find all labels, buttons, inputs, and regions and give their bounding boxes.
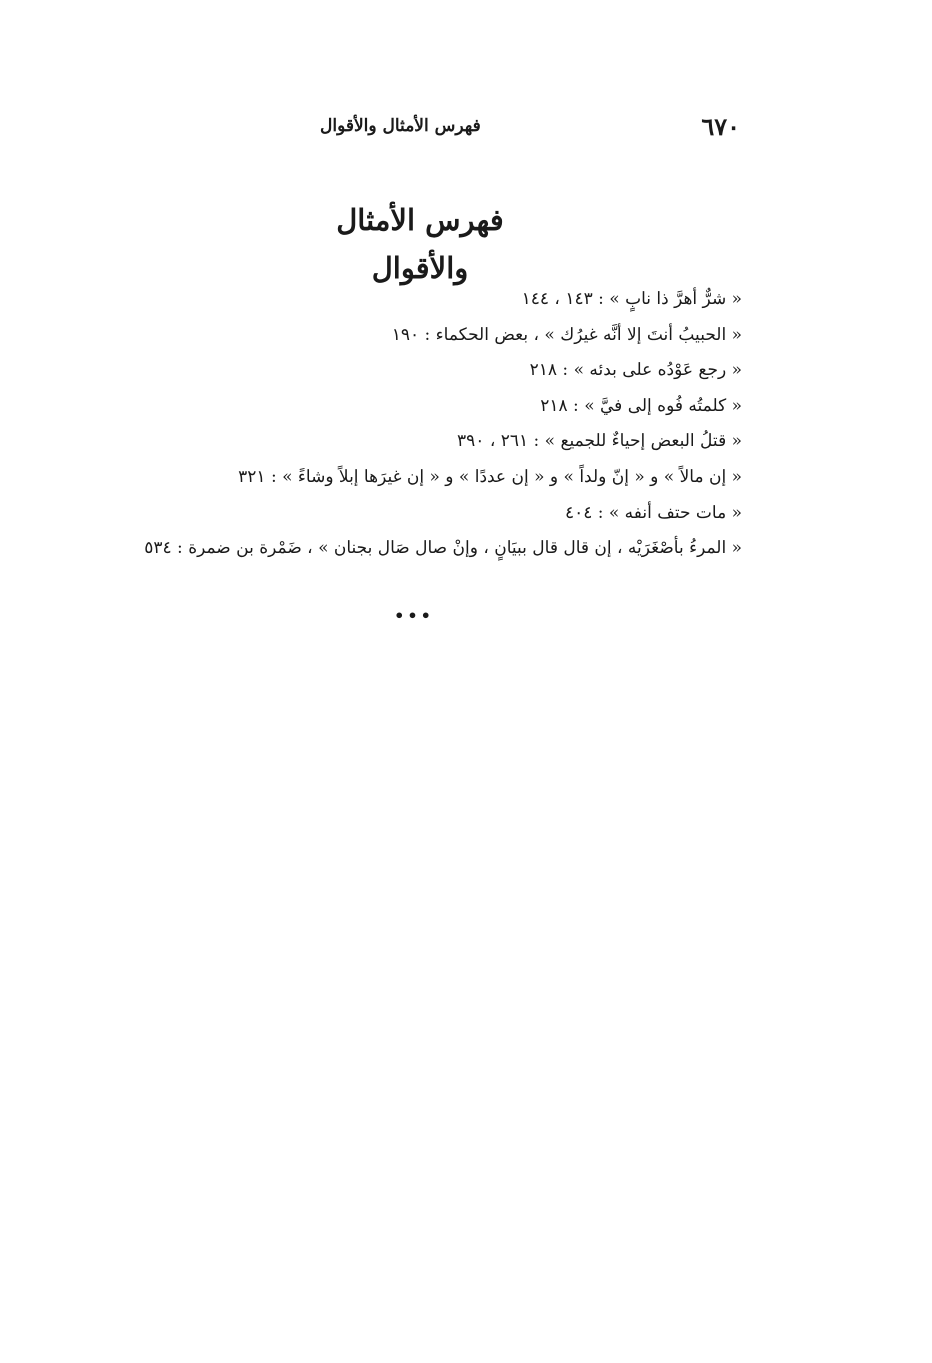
index-entry: « كلمتُه فُوه إلى فيَّ » : ٢١٨: [540, 395, 742, 416]
end-of-section-marker: •••: [394, 606, 434, 625]
index-entry: « مات حتف أنفه » : ٤٠٤: [564, 502, 742, 523]
running-head: [320, 112, 740, 144]
index-entry: « المرءُ بأصْغَرَيْه ، إن قال قال ببيَانٍ ، وإنْ صال صَال بجنان » ، ضَمْرة بن ضمرة : ٥٣٤: [144, 538, 742, 559]
index-entry: « إن مالاً » و « إنّ ولداً » و « إن عددًا » و « إن غيرَها إبلاً وشاءً » : ٣٢١: [238, 466, 742, 487]
index-entry: « الحبيبُ أنتَ إلا أنَّه غيرُك » ، بعض الحكماء : ١٩٠: [391, 324, 742, 345]
running-title: فهرس الأمثال والأقوال: [320, 116, 481, 136]
index-entry: « قتلُ البعض إحياءٌ للجميع » : ٢٦١ ، ٣٩٠: [457, 431, 742, 452]
section-title: فهرس الأمثال والأقوال: [336, 203, 504, 285]
index-entry: « رجع عَوْدُه على بدئه » : ٢١٨: [529, 360, 742, 381]
index-entry: « شرٌّ أهرَّ ذا نابٍ » : ١٤٣ ، ١٤٤: [521, 289, 742, 309]
page-number: ٦٧٠: [701, 112, 740, 141]
index-entry-list: [142, 282, 742, 567]
